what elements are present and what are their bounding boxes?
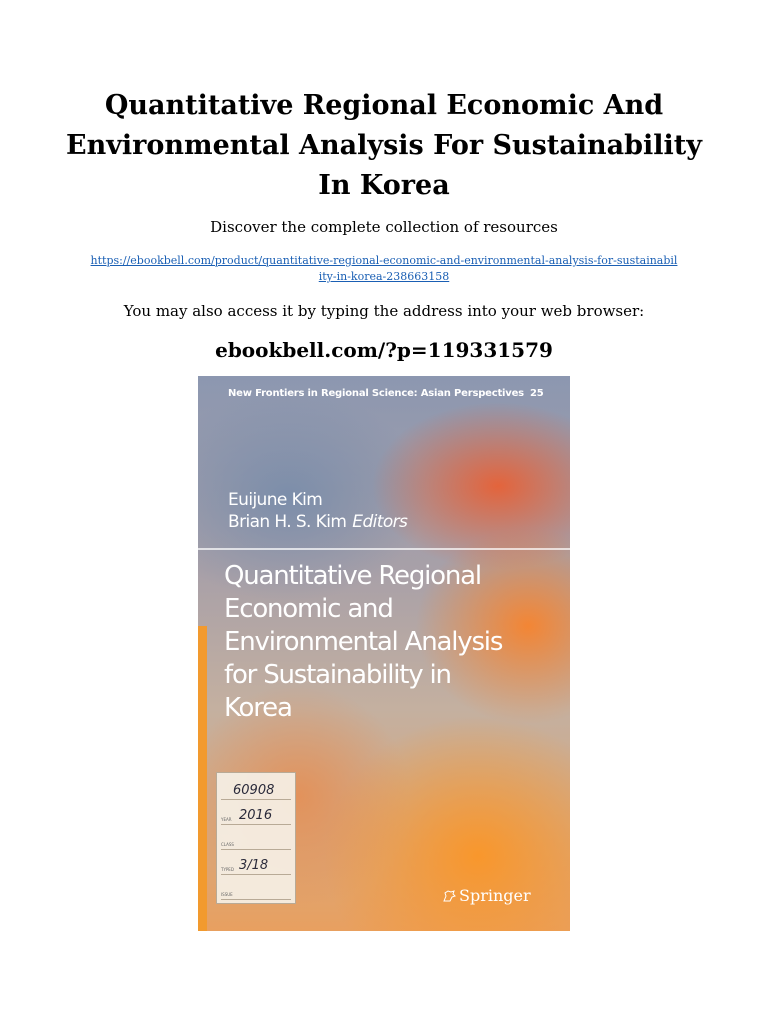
stamp-accession: 60908 xyxy=(233,783,275,798)
cover-divider xyxy=(198,548,570,550)
stamp-row-class xyxy=(221,825,291,850)
stamp-class-label: CLASS xyxy=(221,842,234,847)
cover-series-name: New Frontiers in Regional Science: Asian Perspectives xyxy=(228,388,524,399)
stamp-row-typed xyxy=(221,850,291,875)
stamp-typed-label: TYPED xyxy=(221,867,234,872)
cover-series-number: 25 xyxy=(529,388,544,399)
cover-editor-2: Brian H. S. Kim xyxy=(228,512,347,532)
cover-editors xyxy=(228,489,548,533)
product-link[interactable]: https://ebookbell.com/product/quantitative-regional-economic-and-environmental-analysis-for-sustainability-in-korea-238663158 xyxy=(90,254,678,283)
cover-title-line: Korea xyxy=(224,693,292,723)
stamp-row-year xyxy=(221,800,291,825)
cover-accent-bar xyxy=(198,626,207,931)
cover-title-line: for Sustainability in xyxy=(224,660,451,690)
stamp-year: 2016 xyxy=(239,808,273,823)
stamp-row-issue xyxy=(221,875,291,900)
springer-horse-icon xyxy=(442,890,456,902)
short-link: ebookbell.com/?p=119331579 xyxy=(215,338,553,362)
cover-series xyxy=(228,388,558,399)
stamp-row-accession xyxy=(221,775,291,800)
stamp-year-label: YEAR xyxy=(221,817,232,822)
cover-title-line: Quantitative Regional xyxy=(224,561,481,591)
stamp-issue-label: ISSUE xyxy=(221,892,233,897)
cover-editor-1: Euijune Kim xyxy=(228,490,323,510)
cover-title xyxy=(224,560,564,725)
cover-title-line: Environmental Analysis xyxy=(224,627,503,657)
cover-editors-role: Editors xyxy=(352,512,408,532)
access-instruction: You may also access it by typing the address into your web browser: xyxy=(123,302,645,320)
cover-title-line: Economic and xyxy=(224,594,393,624)
library-stamp xyxy=(216,772,296,904)
stamp-typed: 3/18 xyxy=(239,858,269,873)
document-title: Quantitative Regional Economic And Environmental Analysis For Sustainability In Korea xyxy=(66,90,702,201)
publisher-name: Springer xyxy=(459,886,531,905)
document-subtitle: Discover the complete collection of resources xyxy=(210,218,558,236)
book-cover xyxy=(198,376,570,931)
publisher-logo xyxy=(442,886,531,905)
